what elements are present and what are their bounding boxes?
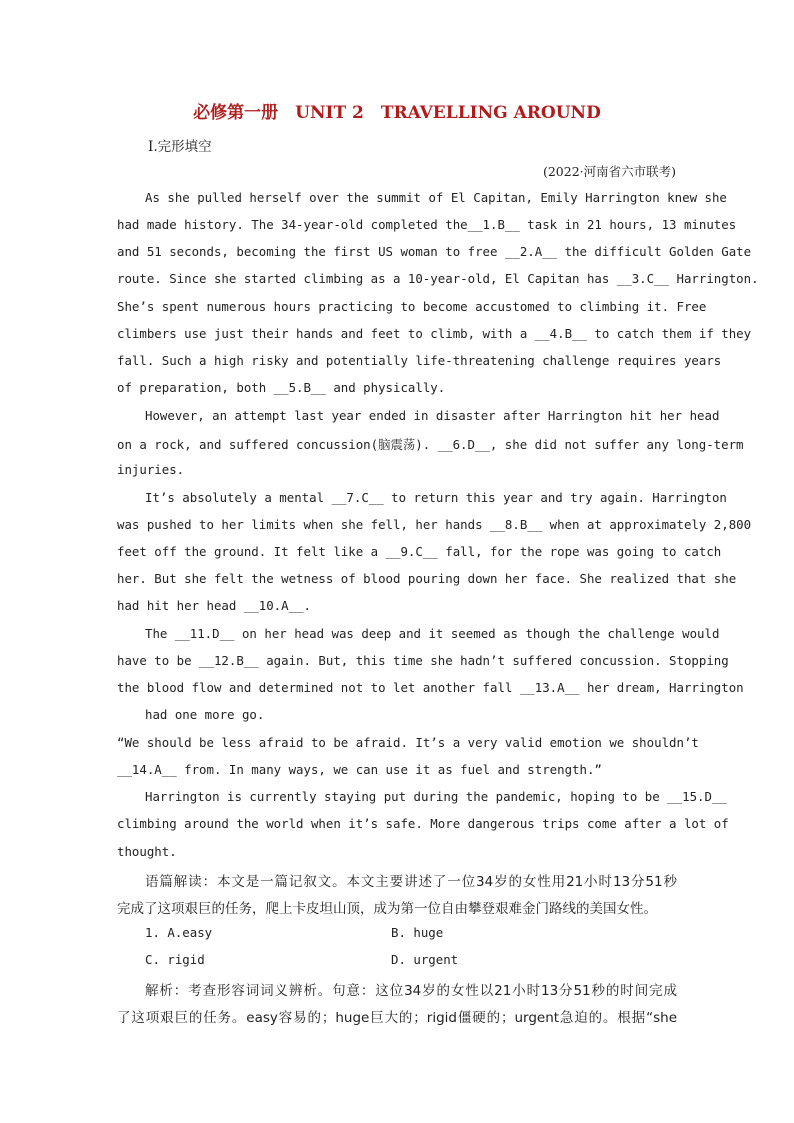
option-b: B. huge bbox=[391, 925, 444, 940]
passage-line: __14.A__ from. In many ways, we can use it as fuel and strength.” bbox=[117, 762, 602, 777]
passage-line: had one more go. bbox=[145, 707, 265, 722]
source-note: (2022·河南省六市联考) bbox=[542, 164, 676, 179]
passage-line: The __11.D__ on her head was deep and it seemed as though the challenge would bbox=[145, 626, 720, 641]
passage-line: the blood flow and determined not to let another fall __13.A__ her dream, Harrington bbox=[117, 680, 744, 695]
passage-line: fall. Such a high risky and potentially life-threatening challenge requires years bbox=[117, 353, 722, 368]
passage-line: thought. bbox=[117, 844, 177, 859]
passage-line: and 51 seconds, becoming the first US woman to free __2.A__ the difficult Golden Gate bbox=[117, 244, 752, 259]
passage-line: had hit her head __10.A__. bbox=[117, 598, 311, 613]
section-heading: Ⅰ.完形填空 bbox=[148, 139, 212, 155]
analysis-line: 了这项艰巨的任务。easy容易的；huge巨大的；rigid僵硬的；urgent急迫的。根据“she bbox=[117, 1010, 677, 1026]
reading-note-line: 语篇解读：本文是一篇记叙文。本文主要讲述了一位34岁的女性用21小时13分51秒 bbox=[145, 874, 677, 890]
option-d: D. urgent bbox=[391, 952, 459, 967]
passage-line: had made history. The 34-year-old completed the__1.B__ task in 21 hours, 13 minutes bbox=[117, 217, 737, 232]
passage-line: injuries. bbox=[117, 462, 185, 477]
passage-line: However, an attempt last year ended in disaster after Harrington hit her head bbox=[145, 408, 720, 423]
reading-note-line: 完成了这项艰巨的任务，爬上卡皮坦山顶，成为第一位自由攀登艰难金门路线的美国女性。 bbox=[117, 901, 657, 917]
passage-line: climbers use just their hands and feet to climb, with a __4.B__ to catch them if they bbox=[117, 326, 752, 341]
passage-line: feet off the ground. It felt like a __9.C__ fall, for the rope was going to catch bbox=[117, 544, 722, 559]
passage-line: climbing around the world when it’s safe. More dangerous trips come after a lot of bbox=[117, 816, 729, 831]
passage-line: was pushed to her limits when she fell, her hands __8.B__ when at approximately 2,800 bbox=[117, 517, 752, 532]
passage-line: She’s spent numerous hours practicing to become accustomed to climbing it. Free bbox=[117, 299, 707, 314]
passage-line: on a rock, and suffered concussion(脑震荡). __6.D__, she did not suffer any long-term bbox=[117, 437, 744, 452]
passage-line: route. Since she started climbing as a 10-year-old, El Capitan has __3.C__ Harrington. bbox=[117, 271, 759, 286]
passage-line: of preparation, both __5.B__ and physically. bbox=[117, 380, 446, 395]
passage-line: her. But she felt the wetness of blood pouring down her face. She realized that she bbox=[117, 571, 737, 586]
page-title: 必修第一册 UNIT 2 TRAVELLING AROUND bbox=[193, 103, 601, 123]
option-c: C. rigid bbox=[145, 952, 205, 967]
option-a: 1. A.easy bbox=[145, 925, 213, 940]
analysis-line: 解析：考查形容词词义辨析。句意：这位34岁的女性以21小时13分51秒的时间完成 bbox=[145, 983, 677, 999]
passage-line: Harrington is currently staying put during the pandemic, hoping to be __15.D__ bbox=[145, 789, 727, 804]
passage-line: As she pulled herself over the summit of El Capitan, Emily Harrington knew she bbox=[145, 190, 727, 205]
passage-line: “We should be less afraid to be afraid. It’s a very valid emotion we shouldn’t bbox=[117, 735, 699, 750]
passage-line: have to be __12.B__ again. But, this time she hadn’t suffered concussion. Stopping bbox=[117, 653, 729, 668]
passage-line: It’s absolutely a mental __7.C__ to return this year and try again. Harrington bbox=[145, 490, 727, 505]
